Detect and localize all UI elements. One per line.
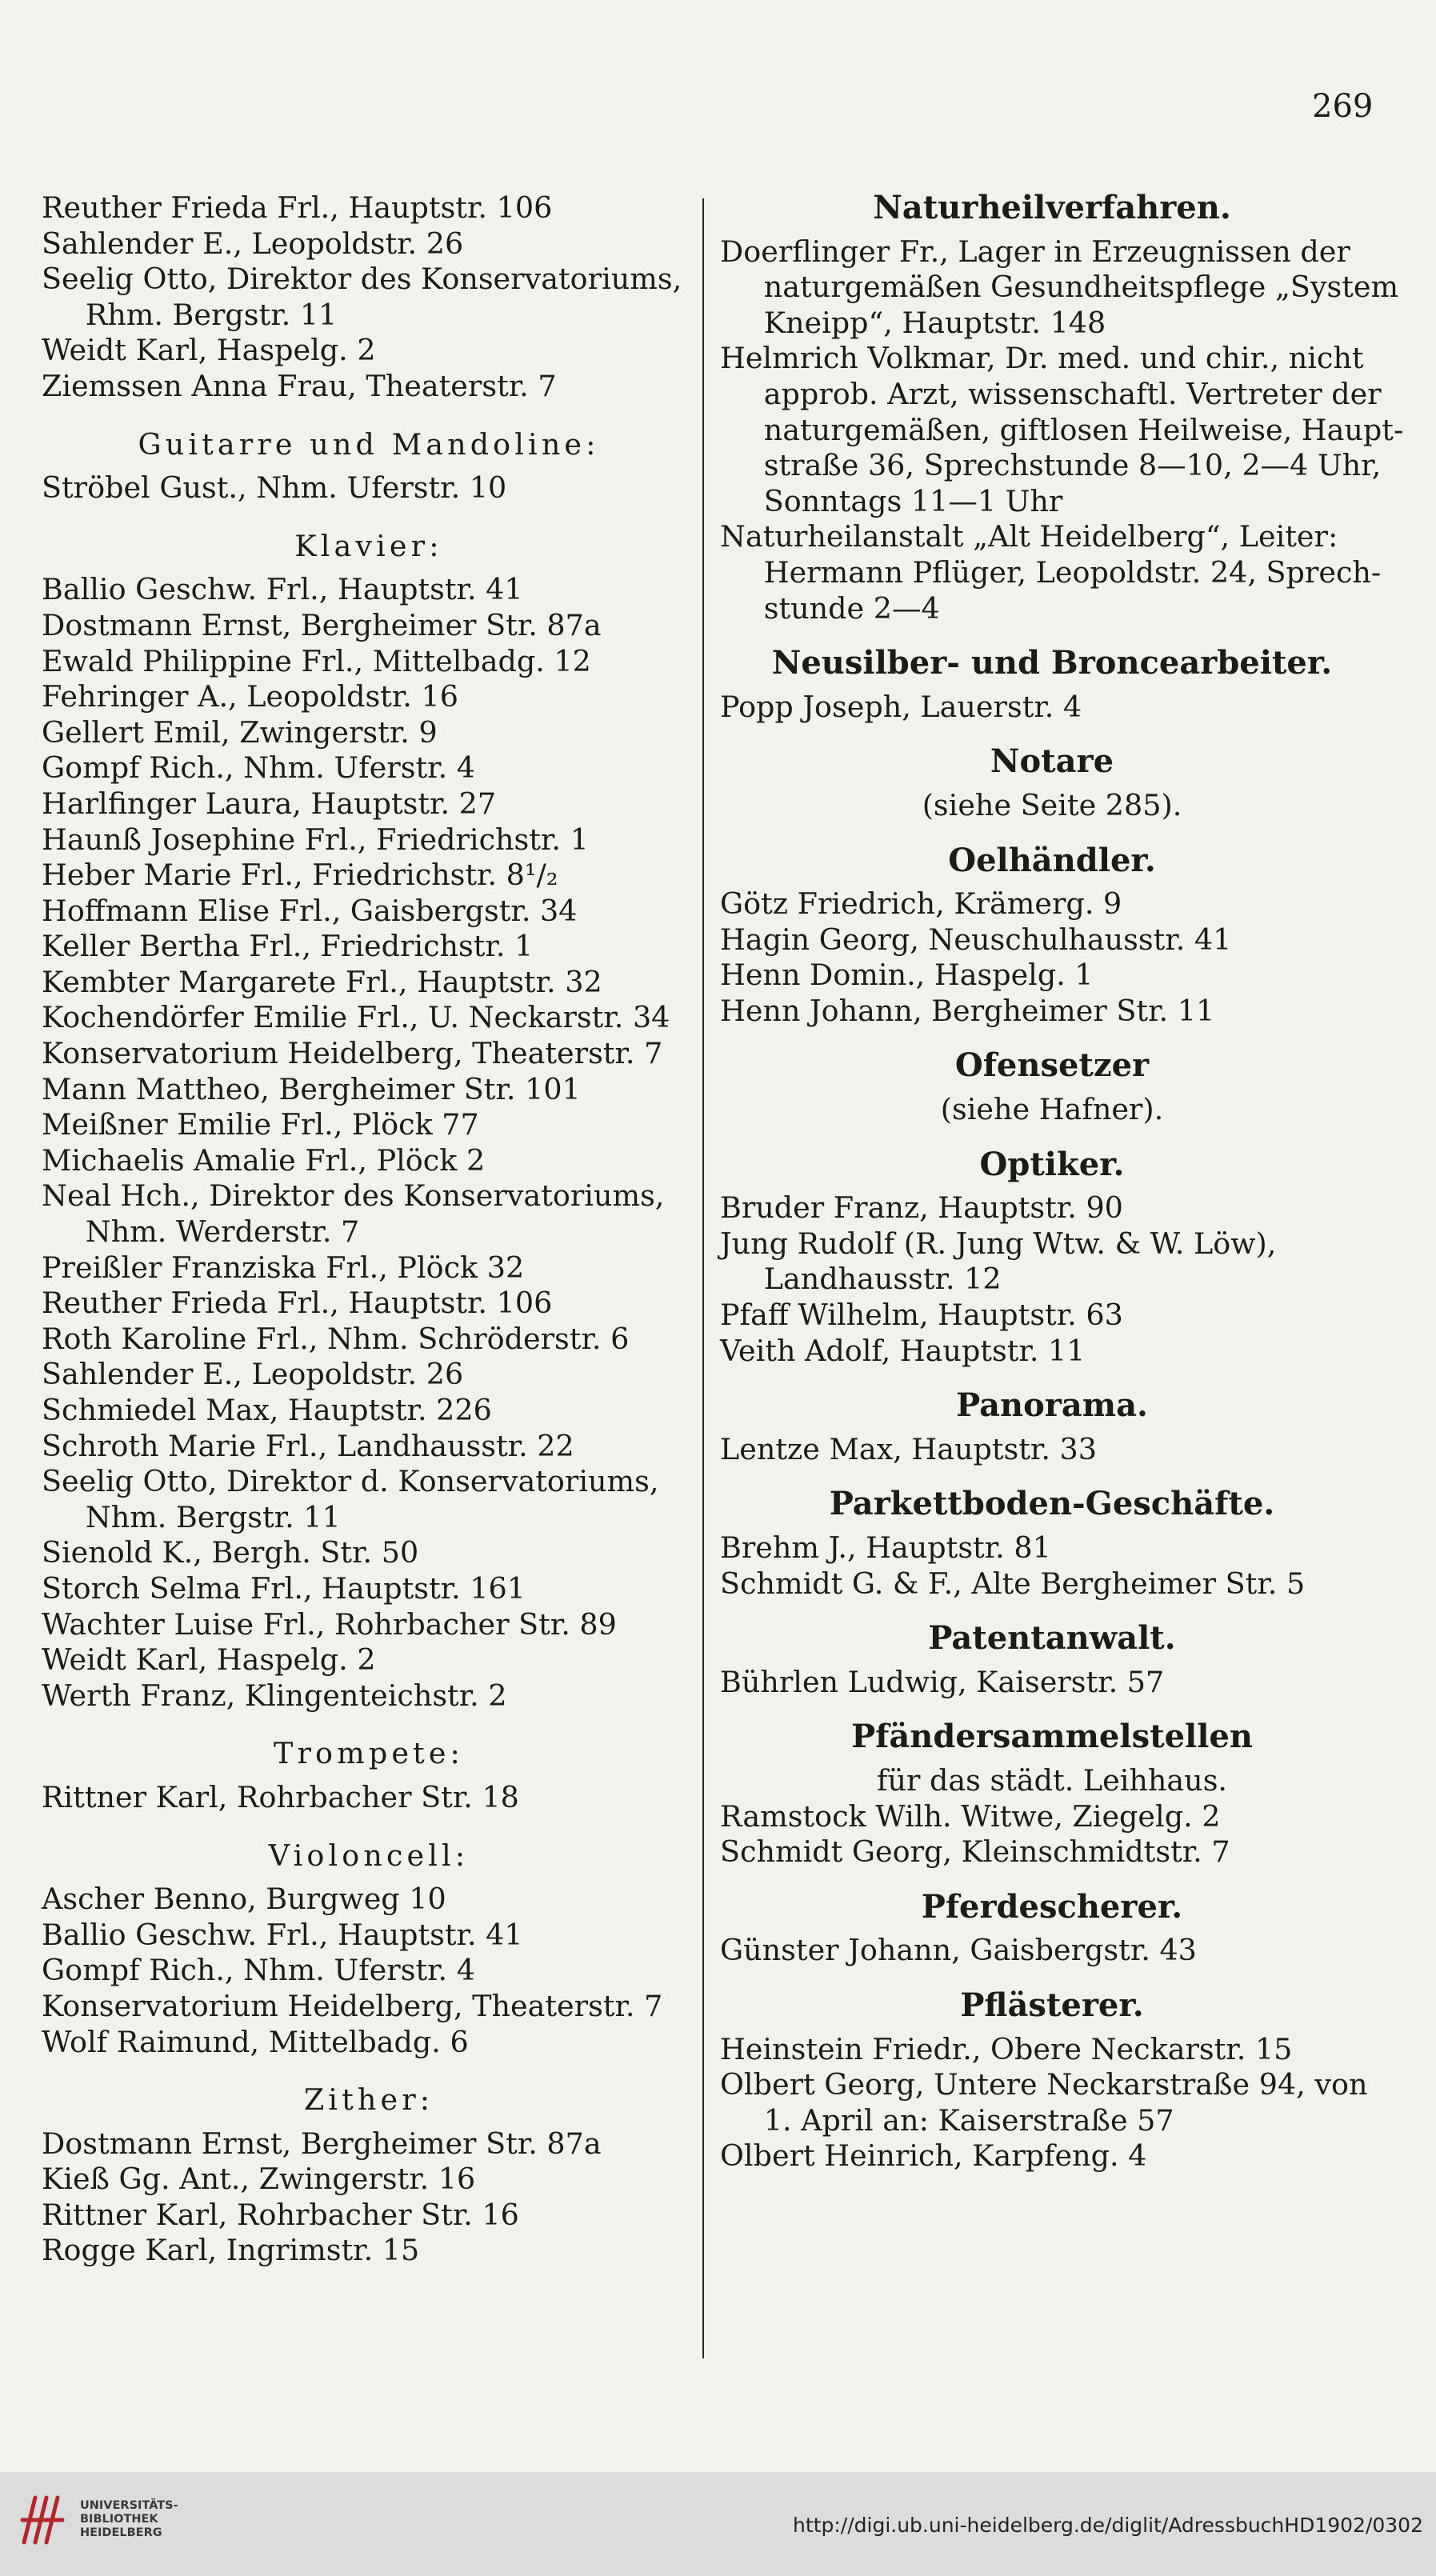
list-item: Ramstock Wilh. Witwe, Ziegelg. 2	[720, 1798, 1221, 1834]
page-number: 269	[1312, 88, 1374, 125]
cross-reference: (siehe Hafner).	[940, 1092, 1164, 1127]
section-heading-parkettboden: Parkettboden-Geschäfte.	[829, 1485, 1275, 1523]
list-item: Lentze Max, Hauptstr. 33	[720, 1431, 1097, 1466]
section-heading-neusilber: Neusilber- und Broncearbeiter.	[771, 644, 1333, 682]
footer-bar	[0, 2472, 1436, 2576]
list-item: Henn Domin., Haspelg. 1	[720, 958, 1094, 993]
section-heading-naturheilverfahren: Naturheilverfahren.	[873, 189, 1231, 226]
list-item: Haunß Josephine Frl., Friedrichstr. 1	[42, 822, 589, 857]
list-item: Veith Adolf, Hauptstr. 11	[720, 1333, 1086, 1368]
list-item: Rogge Karl, Ingrimstr. 15	[42, 2233, 420, 2268]
list-item: Seelig Otto, Direktor d. Konservatoriums,	[42, 1464, 659, 1499]
list-item: Ewald Philippine Frl., Mittelbadg. 12	[42, 643, 591, 678]
source-url-link[interactable]: http://digi.ub.uni-heidelberg.de/diglit/AdressbuchHD1902/0302	[793, 2514, 1423, 2537]
section-heading-guitarre: Guitarre und Mandoline:	[138, 426, 600, 462]
list-item: Mann Mattheo, Bergheimer Str. 101	[42, 1071, 581, 1106]
list-item: Sahlender E., Leopoldstr. 26	[42, 1357, 464, 1392]
section-heading-panorama: Panorama.	[956, 1386, 1148, 1425]
library-name	[80, 2499, 178, 2540]
list-item: Dostmann Ernst, Bergheimer Str. 87a	[42, 607, 602, 642]
library-name-line: BIBLIOTHEK	[80, 2513, 158, 2526]
list-item: Ströbel Gust., Nhm. Uferstr. 10	[42, 470, 507, 506]
list-item: Schmidt G. & F., Alte Bergheimer Str. 5	[720, 1566, 1306, 1601]
section-heading-klavier: Klavier:	[294, 528, 443, 563]
list-item: Reuther Frieda Frl., Hauptstr. 106	[42, 190, 553, 225]
section-heading-oelhaendler: Oelhändler.	[948, 841, 1156, 879]
section-heading-trompete: Trompete:	[274, 1736, 464, 1771]
list-item: Werth Franz, Klingenteichstr. 2	[42, 1678, 507, 1713]
library-name-line: UNIVERSITÄTS-	[80, 2499, 178, 2512]
list-item-continuation: naturgemäßen Gesundheitspflege „System	[763, 270, 1399, 305]
list-item: Brehm J., Hauptstr. 81	[720, 1530, 1051, 1565]
list-item: Hoffmann Elise Frl., Gaisbergstr. 34	[42, 893, 578, 928]
list-item-continuation: Nhm. Bergstr. 11	[85, 1499, 341, 1534]
list-item: Roth Karoline Frl., Nhm. Schröderstr. 6	[42, 1321, 630, 1356]
list-item: Bruder Franz, Hauptstr. 90	[720, 1190, 1123, 1226]
list-item: Kembter Margarete Frl., Hauptstr. 32	[42, 964, 602, 999]
list-item: Weidt Karl, Haspelg. 2	[42, 333, 376, 368]
list-item: Günster Johann, Gaisbergstr. 43	[720, 1933, 1197, 1968]
list-item: Konservatorium Heidelberg, Theaterstr. 7	[42, 1988, 663, 2023]
top-entries	[42, 190, 696, 405]
list-item: Popp Joseph, Lauerstr. 4	[720, 689, 1082, 724]
list-item: Michaelis Amalie Frl., Plöck 2	[42, 1142, 486, 1178]
section-heading-optiker: Optiker.	[979, 1145, 1125, 1183]
list-item: Bührlen Ludwig, Kaiserstr. 57	[720, 1664, 1165, 1699]
list-item: Harlfinger Laura, Hauptstr. 27	[42, 786, 497, 821]
section-heading-pferdescherer: Pferdescherer.	[921, 1887, 1183, 1926]
column-divider	[702, 198, 704, 2358]
list-item: Preißler Franziska Frl., Plöck 32	[42, 1250, 525, 1285]
list-item: Meißner Emilie Frl., Plöck 77	[42, 1107, 479, 1142]
list-item: Wachter Luise Frl., Rohrbacher Str. 89	[42, 1606, 617, 1642]
list-item: Dostmann Ernst, Bergheimer Str. 87a	[42, 2126, 602, 2161]
list-item: Konservatorium Heidelberg, Theaterstr. 7	[42, 1036, 663, 1071]
list-item: Ascher Benno, Burgweg 10	[42, 1882, 446, 1917]
list-item: Gompf Rich., Nhm. Uferstr. 4	[42, 1953, 475, 1988]
list-item: Kieß Gg. Ant., Zwingerstr. 16	[42, 2162, 476, 2197]
list-item: Ziemssen Anna Frau, Theaterstr. 7	[42, 368, 557, 403]
list-item: Helmrich Volkmar, Dr. med. und chir., nicht	[720, 341, 1364, 376]
list-item-continuation: straße 36, Sprechstunde 8—10, 2—4 Uhr,	[763, 448, 1382, 483]
list-item: Weidt Karl, Haspelg. 2	[42, 1642, 376, 1678]
list-item: Schroth Marie Frl., Landhausstr. 22	[42, 1428, 574, 1463]
list-item-continuation: stunde 2—4	[763, 590, 940, 626]
list-item: Olbert Heinrich, Karpfeng. 4	[720, 2138, 1147, 2174]
section-heading-ofensetzer: Ofensetzer	[954, 1046, 1150, 1085]
list-item: Rittner Karl, Rohrbacher Str. 16	[42, 2197, 519, 2232]
list-item: Sahlender E., Leopoldstr. 26	[42, 226, 464, 261]
list-item: Naturheilanstalt „Alt Heidelberg“, Leiter:	[720, 519, 1338, 554]
list-item: Hagin Georg, Neuschulhausstr. 41	[720, 922, 1232, 957]
list-item: Keller Bertha Frl., Friedrichstr. 1	[42, 929, 534, 964]
list-item: Olbert Georg, Untere Neckarstraße 94, von	[720, 2067, 1368, 2102]
list-item: Heber Marie Frl., Friedrichstr. 8¹/₂	[42, 858, 558, 893]
list-item-continuation: naturgemäßen, giftlosen Heilweise, Haupt-	[763, 412, 1404, 447]
list-item-continuation: Sonntags 11—1 Uhr	[763, 483, 1063, 518]
left-column	[42, 190, 696, 2269]
section-heading-pfaendersammelstellen: Pfändersammelstellen	[851, 1718, 1253, 1756]
list-item: Reuther Frieda Frl., Hauptstr. 106	[42, 1286, 553, 1321]
list-item: Sienold K., Bergh. Str. 50	[42, 1535, 419, 1570]
list-item: Schmiedel Max, Hauptstr. 226	[42, 1393, 492, 1427]
list-item: Pfaff Wilhelm, Hauptstr. 63	[720, 1298, 1123, 1333]
list-item: Henn Johann, Bergheimer Str. 11	[720, 993, 1215, 1028]
section-heading-patentanwalt: Patentanwalt.	[928, 1619, 1176, 1658]
list-item: Fehringer A., Leopoldstr. 16	[42, 679, 458, 714]
list-item-continuation: Landhausstr. 12	[763, 1262, 1002, 1297]
list-item: Wolf Raimund, Mittelbadg. 6	[42, 2024, 469, 2059]
list-item: Kochendörfer Emilie Frl., U. Neckarstr. 34	[42, 1000, 670, 1035]
section-subheading: für das städt. Leihhaus.	[876, 1762, 1228, 1798]
list-item: Doerflinger Fr., Lager in Erzeugnissen der	[720, 234, 1350, 269]
list-item: Ballio Geschw. Frl., Hauptstr. 41	[42, 1917, 523, 1952]
list-item-continuation: 1. April an: Kaiserstraße 57	[763, 2102, 1174, 2138]
list-item: Schmidt Georg, Kleinschmidtstr. 7	[720, 1834, 1230, 1870]
list-item: Jung Rudolf (R. Jung Wtw. & W. Löw),	[720, 1226, 1277, 1261]
list-item: Götz Friedrich, Krämerg. 9	[720, 886, 1122, 922]
section-heading-notare: Notare	[990, 742, 1114, 781]
list-item: Seelig Otto, Direktor des Konservatoriums,	[42, 262, 682, 297]
list-item-continuation: Kneipp“, Hauptstr. 148	[763, 305, 1106, 340]
section-heading-pflaesterer: Pflästerer.	[960, 1986, 1144, 2024]
list-item: Neal Hch., Direktor des Konservatoriums,	[42, 1178, 665, 1214]
list-item: Storch Selma Frl., Hauptstr. 161	[42, 1570, 526, 1606]
heidelberg-library-logo-icon	[18, 2490, 67, 2550]
section-heading-zither: Zither:	[303, 2082, 434, 2118]
list-item-continuation: Rhm. Bergstr. 11	[85, 297, 338, 332]
list-item: Heinstein Friedr., Obere Neckarstr. 15	[720, 2031, 1293, 2066]
section-heading-violoncell: Violoncell:	[268, 1838, 470, 1873]
list-item-continuation: Hermann Pflüger, Leopoldstr. 24, Sprech-	[763, 554, 1382, 590]
list-item-continuation: Nhm. Werderstr. 7	[85, 1214, 360, 1250]
cross-reference: (siehe Seite 285).	[922, 787, 1182, 822]
list-item: Gompf Rich., Nhm. Uferstr. 4	[42, 750, 475, 786]
list-item: Gellert Emil, Zwingerstr. 9	[42, 714, 438, 750]
library-name-line: HEIDELBERG	[80, 2526, 162, 2539]
list-item-continuation: approb. Arzt, wissenschaftl. Vertreter der	[763, 376, 1382, 411]
list-item: Rittner Karl, Rohrbacher Str. 18	[42, 1779, 519, 1814]
list-item: Ballio Geschw. Frl., Hauptstr. 41	[42, 572, 523, 607]
right-column	[720, 189, 1404, 2174]
